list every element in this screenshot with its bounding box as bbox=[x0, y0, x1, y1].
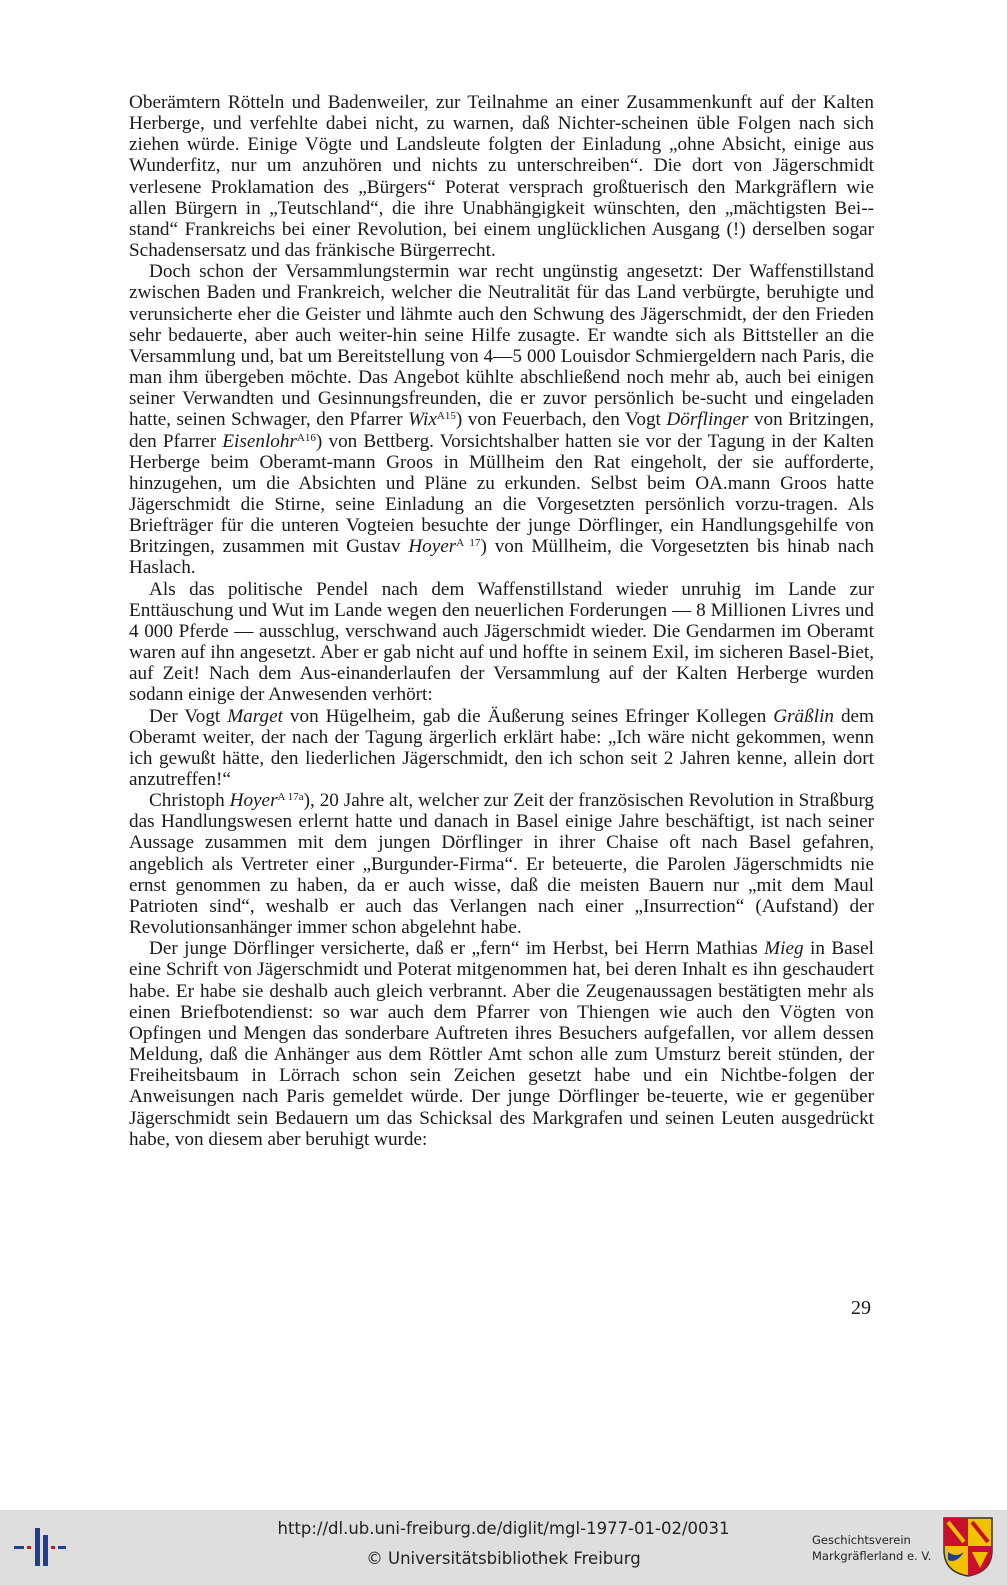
text-run: Der junge Dörflinger versicherte, daß er „fern“ im Herbst, bei Herrn Mathias bbox=[149, 938, 765, 960]
text-run: Christoph bbox=[149, 790, 230, 812]
text-run: Als das politische Pendel nach dem Waffenstillstand wieder unruhig im Lande zur Enttäuschung und Wut im Lande wegen den neuerlichen Forderungen — 8 Millionen Livres und 4 000 Pferde — ausschlug, verschwand auch Jägerschmidt wieder. Die Gendarmen im Oberamt waren auf ihn angesetzt. Aber er gab nicht auf und hoffte in seinem Exil, im sicheren Basel-Biet, auf Zeit! Nach dem Aus-einanderlaufen der Versammlung auf der Kalten Herberge wurden sodann einige der Anwesenden verhört: bbox=[129, 578, 874, 706]
society-line-2: Markgräflerland e. V. bbox=[812, 1549, 932, 1563]
text-run: ) von Bettberg. Vorsichtshalber hatten sie vor der Tagung in der Kalten Herberge beim Oberamt-mann Groos in Müllheim den Rat eingeholt, der sie aufforderte, hinzugehen, um die Absichten und Pläne zu erkunden. Selbst beim OA.mann Groos hatte Jägerschmidt die Stirne, seine Einladung an die Vorgesetzten persönlich vorzu-tragen. Als Briefträger für die unteren Vogteien besuchte der junge Dörflinger, ein Handlungsgehilfe von Britzingen, zusammen mit Gustav bbox=[129, 430, 874, 558]
footer-copyright: © Universitätsbibliothek Freiburg bbox=[366, 1549, 641, 1568]
footnote-ref: A16 bbox=[296, 431, 316, 444]
paragraph bbox=[129, 92, 874, 261]
italic-name: Marget bbox=[227, 705, 283, 727]
text-run: ) von Müllheim, die Vorgesetzten bis hinab nach Haslach. bbox=[129, 536, 874, 579]
italic-name: Hoyer bbox=[229, 790, 278, 812]
body-text bbox=[129, 92, 874, 1150]
text-run: Oberämtern Rötteln und Badenweiler, zur Teilnahme an einer Zusammenkunft auf der Kalten Herberge, und verfehlte dabei nicht, zu warnen, daß Nichter-scheinen üble Folgen nach sich ziehen würde. Einige Vögte und Landsleute folgten der Einladung „ohne Absicht, einige aus Wunderfitz, nur um anzuhören und nichts zu unterschreiben“. Die dort von Jägerschmidt verlesene Proklamation des „Bürgers“ Poterat versprach großtuerisch den Markgräflern wie allen Bürgern in „Teutschland“, die ihre Unabhängigkeit wünschten, den „mächtigsten Bei-stand“ Frankreichs bei einer Revolution, bei einem unglücklichen Ausgang (!) derselben sogar Schadensersatz und das fränkische Bürgerrecht. bbox=[129, 92, 874, 262]
footnote-ref: A15 bbox=[436, 410, 456, 423]
text-run: von Hügelheim, gab die Äußerung seines Efringer Kollegen bbox=[282, 705, 774, 727]
footnote-ref: A 17 bbox=[456, 537, 481, 550]
paragraph bbox=[129, 790, 874, 938]
text-run: dem Oberamt weiter, der nach der Tagung ärgerlich erklärt habe: „Ich wäre nicht gekommen, wenn ich gewußt hätte, den liederlichen Jägerschmidt, den ich schon seit 2 Jahren kenne, allein dort anzutreffen!“ bbox=[129, 705, 874, 790]
footer-url[interactable]: http://dl.ub.uni-freiburg.de/diglit/mgl-1977-01-02/0031 bbox=[277, 1519, 730, 1538]
italic-name: Gräßlin bbox=[773, 705, 835, 727]
footnote-ref: A 17a bbox=[277, 791, 304, 804]
page-number: 29 bbox=[851, 1297, 871, 1319]
text-run: in Basel eine Schrift von Jägerschmidt und Poterat mitgenommen hat, bei deren Inhalt es ihn geschaudert habe. Er habe sie deshalb auch gleich verbrannt. Aber die Zeugenaussagen bestätigten mehr als einen Briefbotendienst: so war auch dem Pfarrer von Thiengen wie auch den Vögten von Opfingen und Mengen das sonderbare Auftreten ihres Besuchers aufgefallen, vor allem dessen Meldung, daß die Anhänger aus dem Röttler Amt schon alle zum Umsturz bereit stünden, der Freiheitsbaum in Lörrach schon sein Zeichen gesetzt habe und ein Nichtbe-folgen der Anweisungen nach Paris gemeldet würde. Der junge Dörflinger be-teuerte, wie er gegenüber Jägerschmidt sein Bedauern um das Schicksal des Markgrafen und seinen Leuten ausgedrückt habe, von diesem aber beruhigt wurde: bbox=[129, 938, 874, 1150]
text-run: von Britzingen, den Pfarrer bbox=[129, 409, 874, 452]
coat-of-arms-icon bbox=[942, 1516, 994, 1578]
italic-name: Hoyer bbox=[408, 536, 457, 558]
text-run: Der Vogt bbox=[149, 705, 228, 727]
society-name bbox=[812, 1532, 931, 1564]
paragraph bbox=[129, 938, 874, 1150]
italic-name: Wix bbox=[408, 409, 437, 431]
text-run: ), 20 Jahre alt, welcher zur Zeit der französischen Revolution in Straßburg das Handlungswesen erlernt hatte und danach in Basel einige Jahre beschäftigt, ist nach seiner Aussage zusammen mit dem jungen Dörflinger in ihrer Chaise oft nach Basel gefahren, angeblich als Vertreter einer „Burgunder-Firma“. Er beteuerte, die Parolen Jägerschmidts nie ernst genommen zu haben, da er auch wisse, daß die meisten Bauern nur „mit dem Maul Patrioten sind“, weshalb er auch das Verlangen nach einer „Insurrection“ (Aufstand) der Revolutionsanhänger immer schon abgelehnt habe. bbox=[129, 790, 874, 939]
footer-bar bbox=[0, 1510, 1007, 1585]
society-line-1: Geschichtsverein bbox=[812, 1533, 911, 1547]
text-run: Doch schon der Versammlungstermin war recht ungünstig angesetzt: Der Waffenstillstand zwischen Baden und Frankreich, welcher die Neutralität für das Land verbürgte, beruhigte und verunsicherte eher die Geister und lähmte auch den Schwung des Jägerschmidt, der den Frieden sehr bedauerte, aber auch weiter-hin seine Hilfe zusagte. Er wandte sich als Bittsteller an die Versammlung und, bat um Bereitstellung von 4—5 000 Louisdor Schmiergeldern nach Paris, die man ihm übergeben möchte. Das Angebot kühlte abschließend noch mehr ab, auch bei einigen seiner Verwandten und Gesinnungsfreunden, die er zuvor persönlich be-sucht und eingeladen hatte, seinen Schwager, den Pfarrer bbox=[129, 261, 874, 431]
italic-name: Mieg bbox=[764, 938, 804, 960]
paragraph bbox=[129, 706, 874, 791]
text-run: ) von Feuerbach, den Vogt bbox=[455, 409, 667, 431]
paragraph bbox=[129, 579, 874, 706]
italic-name: Dörflinger bbox=[666, 409, 749, 431]
italic-name: Eisenlohr bbox=[222, 430, 297, 452]
paragraph bbox=[129, 261, 874, 578]
